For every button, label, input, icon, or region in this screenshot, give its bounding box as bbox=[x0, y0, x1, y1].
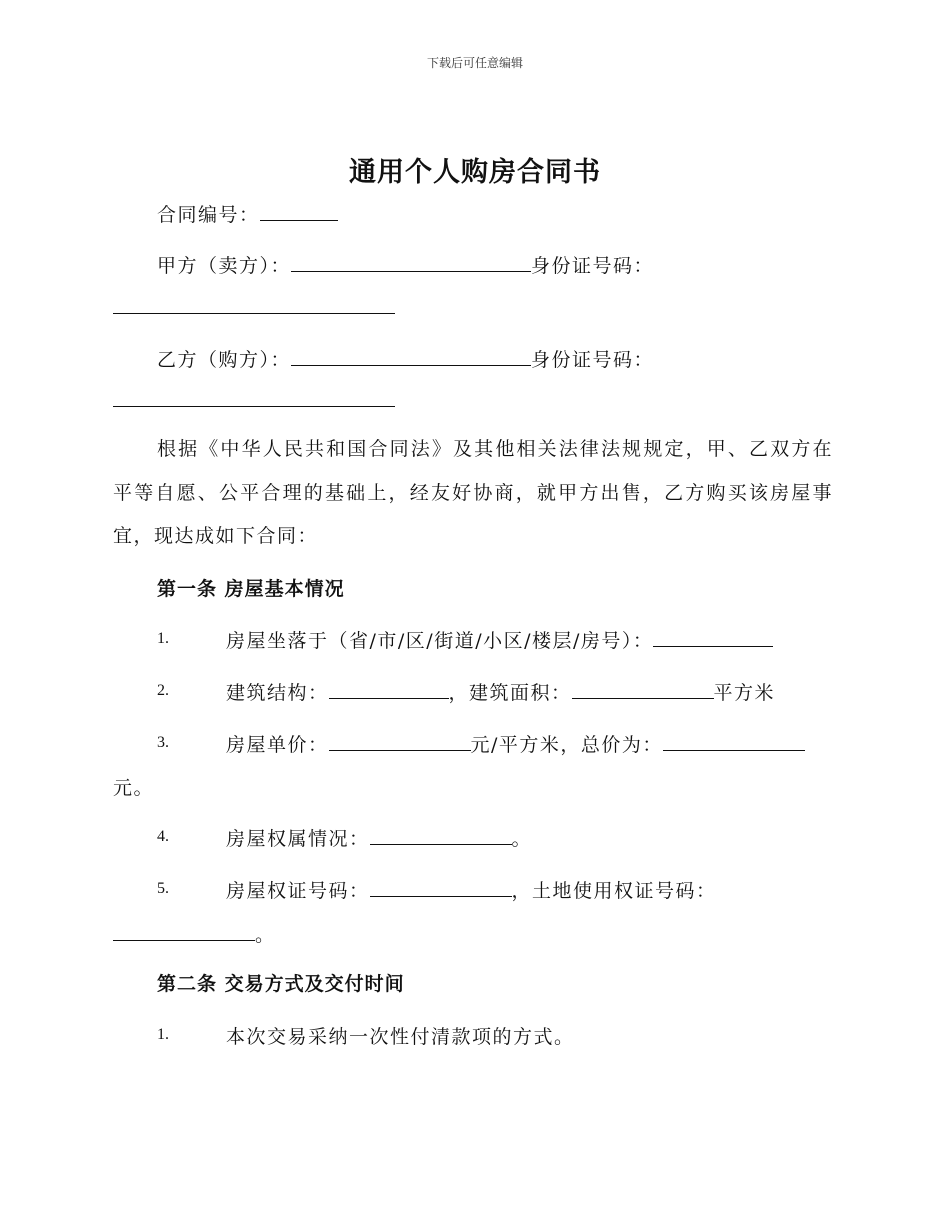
intro-paragraph: 根据《中华人民共和国合同法》及其他相关法律法规规定，甲、乙双方在平等自愿、公平合理的基础上，经友好协商，就甲方出售，乙方购买该房屋事宜，现达成如下合同： bbox=[113, 438, 833, 547]
party-a-line bbox=[157, 251, 654, 278]
item-text: 元/平方米，总价为： bbox=[470, 734, 663, 756]
article-1-item-3 bbox=[226, 730, 805, 757]
party-a-label: 甲方（卖方）： bbox=[157, 255, 292, 277]
item-text: 房屋坐落于（省/市/区/街道/小区/楼层/房号）： bbox=[226, 630, 654, 652]
item-number: 5. bbox=[157, 880, 169, 897]
location-blank[interactable] bbox=[653, 627, 773, 647]
party-b-label: 乙方（购方）： bbox=[157, 349, 292, 371]
party-b-name-blank[interactable] bbox=[291, 346, 531, 366]
article-1-heading: 第一条 房屋基本情况 bbox=[157, 578, 345, 600]
article-1-item-1 bbox=[226, 626, 773, 653]
item-number: 3. bbox=[157, 734, 169, 751]
party-b-id-label: 身份证号码： bbox=[531, 349, 655, 371]
land-cert-blank[interactable] bbox=[113, 921, 255, 941]
item-text: 房屋权属情况： bbox=[226, 828, 370, 850]
property-cert-blank[interactable] bbox=[370, 877, 512, 897]
unit-price-blank[interactable] bbox=[329, 731, 471, 751]
ownership-blank[interactable] bbox=[370, 825, 512, 845]
item-text: 平方米 bbox=[713, 682, 776, 704]
article-1-item-2 bbox=[226, 678, 775, 705]
contract-number-label: 合同编号： bbox=[157, 204, 260, 226]
article-1-item-5 bbox=[226, 876, 717, 903]
item-text: 元。 bbox=[113, 777, 155, 799]
item-text: 建筑结构： bbox=[226, 682, 329, 704]
item-number: 1. bbox=[157, 630, 169, 647]
item-number: 4. bbox=[157, 828, 169, 845]
item-text: 。 bbox=[255, 924, 276, 946]
contract-number-line bbox=[157, 200, 338, 227]
party-a-id-label: 身份证号码： bbox=[531, 255, 655, 277]
structure-blank[interactable] bbox=[329, 679, 449, 699]
party-b-id-blank[interactable] bbox=[113, 406, 395, 407]
article-2-heading: 第二条 交易方式及交付时间 bbox=[157, 973, 405, 995]
total-price-blank[interactable] bbox=[663, 731, 805, 751]
party-a-name-blank[interactable] bbox=[291, 252, 531, 272]
article-1-item-4 bbox=[226, 824, 532, 851]
party-b-line bbox=[157, 345, 654, 372]
document-title: 通用个人购房合同书 bbox=[349, 157, 601, 188]
item-text: 房屋单价： bbox=[226, 734, 329, 756]
item-text: ，建筑面积： bbox=[448, 682, 572, 704]
contract-number-blank[interactable] bbox=[260, 201, 338, 221]
article-2-item-1: 本次交易采纳一次性付清款项的方式。 bbox=[226, 1026, 575, 1048]
land-cert-line bbox=[113, 920, 276, 947]
item-number: 1. bbox=[157, 1026, 169, 1043]
item-text: 房屋权证号码： bbox=[226, 880, 370, 902]
party-a-id-blank[interactable] bbox=[113, 313, 395, 314]
item-text: ，土地使用权证号码： bbox=[511, 880, 717, 902]
page-header-note: 下载后可任意编辑 bbox=[426, 56, 523, 70]
area-blank[interactable] bbox=[572, 679, 714, 699]
item-number: 2. bbox=[157, 682, 169, 699]
item-text: 。 bbox=[511, 828, 533, 850]
